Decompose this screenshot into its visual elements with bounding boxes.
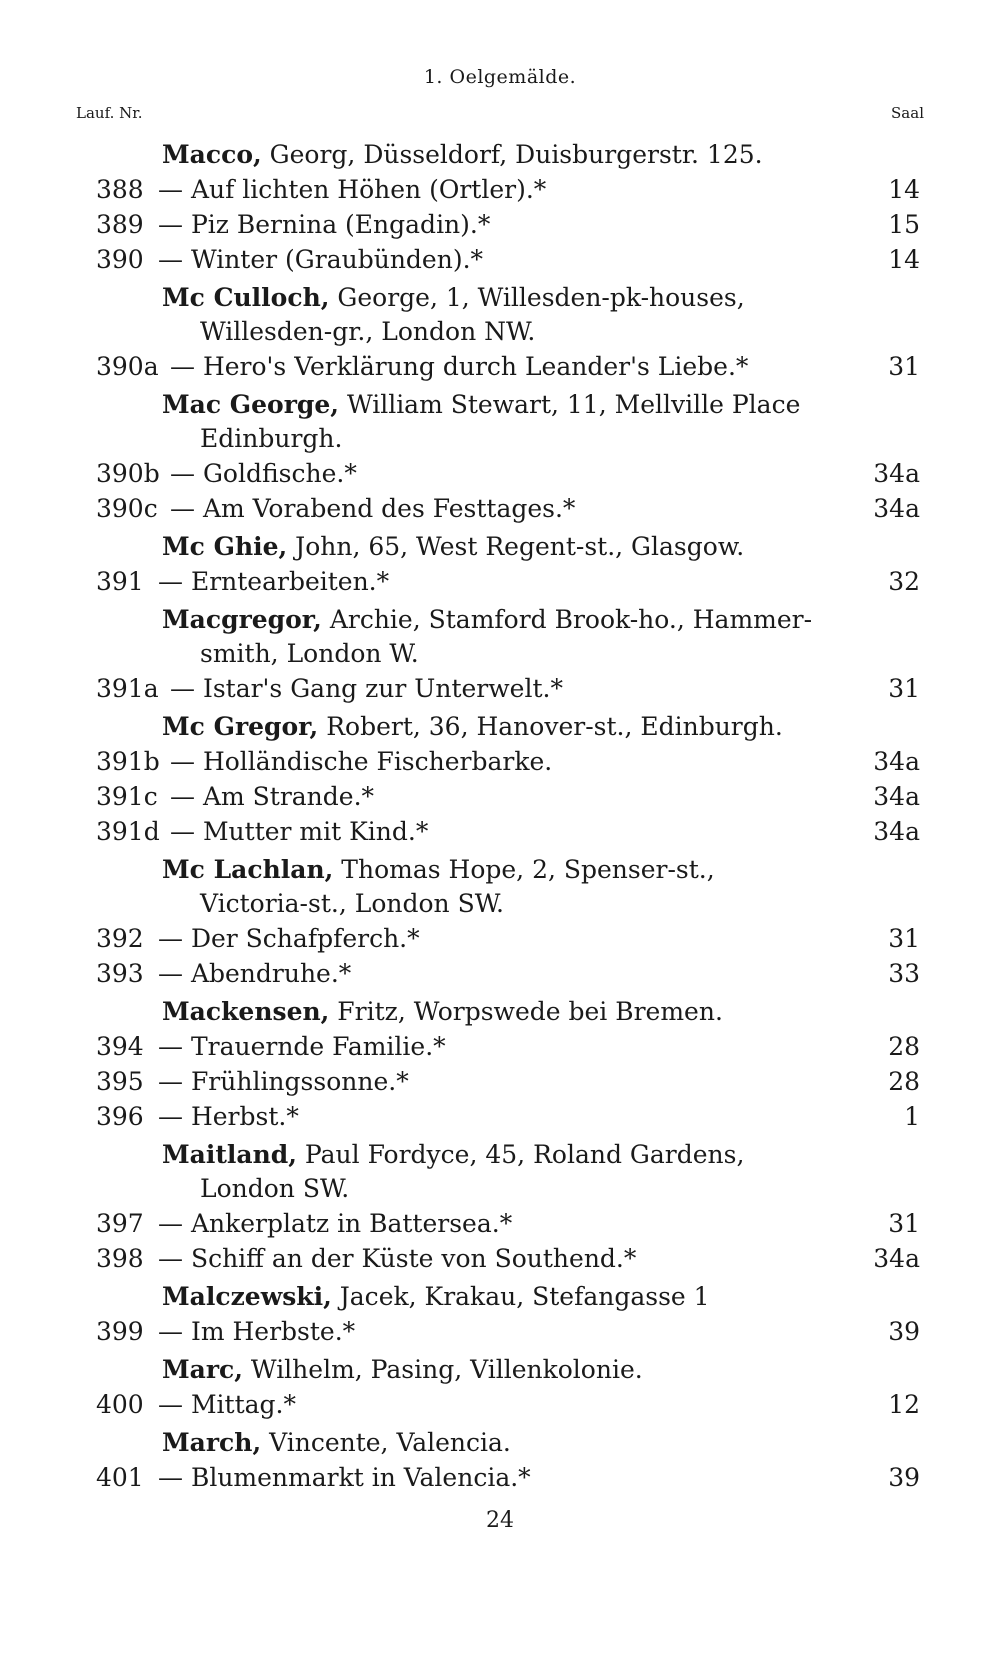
room-number: 14 [888,175,920,204]
work-row [0,491,1000,526]
work-number: 391c [96,782,158,811]
artist-address: William Stewart, 11, Mellville Place [339,390,801,419]
column-header-number: Lauf. Nr. [76,104,143,122]
work-row [0,456,1000,491]
room-number: 31 [888,674,920,703]
artist-entry [0,853,1000,921]
work-title: — Mittag.* [158,1390,296,1419]
artist-address: George, 1, Willesden-pk-houses, [329,283,745,312]
room-number: 31 [888,1209,920,1238]
work-row [0,1206,1000,1241]
work-title: — Ankerplatz in Battersea.* [158,1209,513,1238]
work-row [0,779,1000,814]
work-row [0,814,1000,849]
artist-entry [0,710,1000,744]
room-number: 15 [888,210,920,239]
work-row [0,1460,1000,1495]
work-title: — Holländische Fischerbarke. [170,747,553,776]
work-title: — Frühlingssonne.* [158,1067,409,1096]
work-row [0,172,1000,207]
artist-address: Jacek, Krakau, Stefangasse 1 [331,1282,710,1311]
work-number: 401 [96,1463,144,1492]
work-row [0,1029,1000,1064]
work-title: — Piz Bernina (Engadin).* [158,210,491,239]
work-number: 390b [96,459,160,488]
work-number: 390c [96,494,158,523]
work-number: 390a [96,352,159,381]
artist-address-continued: London SW. [200,1174,350,1203]
artist-name: Mc Ghie, [162,532,288,561]
artist-entry [0,388,1000,456]
artist-address: Robert, 36, Hanover-st., Edinburgh. [318,712,783,741]
artist-name: Maitland, [162,1140,297,1169]
work-number: 391 [96,567,144,596]
work-title: — Mutter mit Kind.* [170,817,429,846]
room-number: 31 [888,924,920,953]
work-row [0,1099,1000,1134]
room-number: 34a [873,747,920,776]
artist-address-continued: Willesden-gr., London NW. [200,317,536,346]
work-number: 394 [96,1032,144,1061]
artist-address: John, 65, West Regent-st., Glasgow. [287,532,745,561]
artist-address: Wilhelm, Pasing, Villenkolonie. [242,1355,643,1384]
work-title: — Hero's Verklärung durch Leander's Liebe.* [170,352,749,381]
work-row [0,564,1000,599]
work-row [0,242,1000,277]
column-headers [76,104,924,124]
work-number: 391b [96,747,160,776]
running-head: 1. Oelgemälde. [423,66,577,88]
work-row [0,1314,1000,1349]
artist-address: Georg, Düsseldorf, Duisburgerstr. 125. [261,140,763,169]
artist-name: Mc Culloch, [162,283,330,312]
artist-entry [0,603,1000,671]
artist-name: Malczewski, [162,1282,332,1311]
artist-entry [0,1138,1000,1206]
work-number: 390 [96,245,144,274]
room-number: 28 [888,1067,920,1096]
work-number: 400 [96,1390,144,1419]
room-number: 28 [888,1032,920,1061]
artist-entry [0,281,1000,349]
work-number: 398 [96,1244,144,1273]
work-row [0,921,1000,956]
work-row [0,744,1000,779]
artist-entry [0,995,1000,1029]
artist-entry [0,138,1000,172]
work-title: — Abendruhe.* [158,959,352,988]
room-number: 12 [888,1390,920,1419]
work-number: 388 [96,175,144,204]
work-title: — Schiff an der Küste von Southend.* [158,1244,637,1273]
work-number: 395 [96,1067,144,1096]
artist-entry [0,1353,1000,1387]
artist-entry [0,530,1000,564]
work-title: — Im Herbste.* [158,1317,356,1346]
artist-address: Paul Fordyce, 45, Roland Gardens, [296,1140,745,1169]
room-number: 1 [904,1102,920,1131]
artist-name: Mackensen, [162,997,330,1026]
catalog-entries [0,134,1000,1495]
work-title: — Erntearbeiten.* [158,567,390,596]
work-title: — Am Strande.* [170,782,375,811]
artist-name: Mc Lachlan, [162,855,334,884]
room-number: 14 [888,245,920,274]
work-row [0,207,1000,242]
work-title: — Winter (Graubünden).* [158,245,484,274]
artist-address: Vincente, Valencia. [261,1428,511,1457]
artist-address: Thomas Hope, 2, Spenser-st., [333,855,715,884]
work-row [0,956,1000,991]
work-row [0,671,1000,706]
room-number: 34a [873,782,920,811]
work-number: 391a [96,674,159,703]
artist-name: March, [162,1428,262,1457]
artist-entry [0,1426,1000,1460]
work-title: — Am Vorabend des Festtages.* [170,494,576,523]
room-number: 39 [888,1463,920,1492]
work-number: 391d [96,817,160,846]
room-number: 34a [873,817,920,846]
artist-address: Fritz, Worpswede bei Bremen. [329,997,723,1026]
artist-name: Macco, [162,140,262,169]
work-title: — Herbst.* [158,1102,299,1131]
artist-name: Mc Gregor, [162,712,319,741]
room-number: 32 [888,567,920,596]
work-row [0,1241,1000,1276]
work-number: 397 [96,1209,144,1238]
work-number: 396 [96,1102,144,1131]
room-number: 34a [873,1244,920,1273]
artist-name: Marc, [162,1355,243,1384]
artist-name: Macgregor, [162,605,322,634]
artist-name: Mac George, [162,390,339,419]
work-row [0,1387,1000,1422]
work-title: — Istar's Gang zur Unterwelt.* [170,674,563,703]
artist-address-continued: Victoria-st., London SW. [200,889,504,918]
work-number: 389 [96,210,144,239]
work-title: — Trauernde Familie.* [158,1032,446,1061]
room-number: 33 [888,959,920,988]
work-title: — Blumenmarkt in Valencia.* [158,1463,531,1492]
work-title: — Auf lichten Höhen (Ortler).* [158,175,547,204]
room-number: 39 [888,1317,920,1346]
work-title: — Goldfische.* [170,459,357,488]
artist-address: Archie, Stamford Brook-ho., Hammer- [321,605,813,634]
room-number: 34a [873,459,920,488]
work-number: 393 [96,959,144,988]
artist-address-continued: Edinburgh. [200,424,343,453]
artist-entry [0,1280,1000,1314]
room-number: 34a [873,494,920,523]
work-number: 399 [96,1317,144,1346]
work-row [0,1064,1000,1099]
room-number: 31 [888,352,920,381]
artist-address-continued: smith, London W. [200,639,419,668]
column-header-room: Saal [891,104,924,122]
work-row [0,349,1000,384]
work-number: 392 [96,924,144,953]
work-title: — Der Schafpferch.* [158,924,420,953]
page-number: 24 [486,1508,514,1533]
